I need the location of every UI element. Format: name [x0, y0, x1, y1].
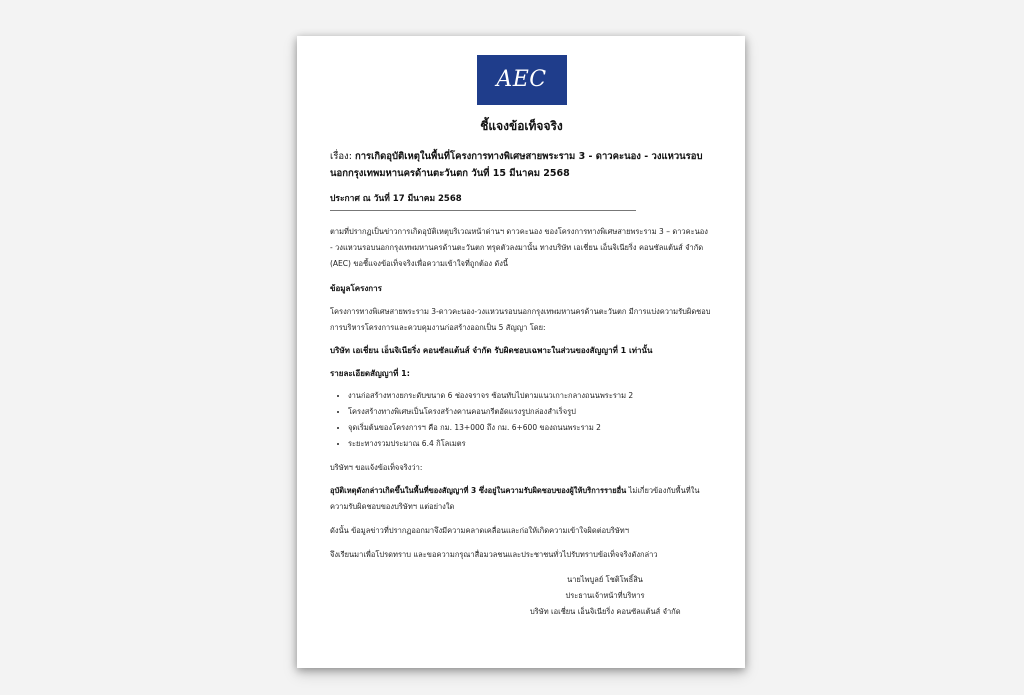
conclusion-paragraph: ดังนั้น ข้อมูลข่าวที่ปรากฏออกมาจึงมีความคลาดเคลื่อนและก่อให้เกิดความเข้าใจผิดต่อบริษัทฯ: [330, 526, 629, 535]
contract-details-list: [330, 388, 713, 452]
subject-label: เรื่อง:: [330, 151, 352, 162]
closing-paragraph: จึงเรียนมาเพื่อโปรดทราบ และขอความกรุณาสื่อมวลชนและประชาชนทั่วไปรับทราบข้อเท็จจริงดังกล่าว: [330, 550, 658, 559]
document-page: [297, 36, 745, 668]
announce-date: ประกาศ ณ วันที่ 17 มีนาคม 2568: [330, 194, 462, 204]
list-item: • งานก่อสร้างทางยกระดับขนาด 6 ช่องจราจร ซ้อนทับไปตามแนวเกาะกลางถนนพระราม 2: [348, 388, 713, 404]
clarify-intro: บริษัทฯ ขอแจ้งข้อเท็จจริงว่า:: [330, 463, 423, 472]
logo-container: [330, 55, 713, 105]
contract-heading: รายละเอียดสัญญาที่ 1:: [330, 369, 410, 378]
document-title: ชี้แจงข้อเท็จจริง: [480, 119, 563, 133]
list-item: • โครงสร้างทางพิเศษเป็นโครงสร้างคานคอนกรีตอัดแรงรูปกล่องสำเร็จรูป: [348, 404, 713, 420]
signer-position: ประธานเจ้าหน้าที่บริหาร: [565, 591, 645, 600]
company-scope: บริษัท เอเชี่ยน เอ็นจิเนียริ่ง คอนซัลแต้นส์ จำกัด รับผิดชอบเฉพาะในส่วนของสัญญาที่ 1 เท่านั้น: [330, 346, 653, 355]
project-heading: ข้อมูลโครงการ: [330, 284, 382, 293]
subject-topic: การเกิดอุบัติเหตุในพื้นที่โครงการทางพิเศษสายพระราม 3 - ดาวคะนอง - วงแหวนรอบนอกกรุงเทพมหานครด้านตะวันตก วันที่ 15 มีนาคม 2568: [330, 151, 703, 179]
clarify-paragraph: [330, 483, 713, 515]
intro-paragraph: ตามที่ปรากฏเป็นข่าวการเกิดอุบัติเหตุบริเวณหน้าด่านฯ ดาวคะนอง ของโครงการทางพิเศษสายพระราม 3 – ดาวคะนอง - วงแหวนรอบนอกกรุงเทพมหานครด้านตะวันตก ทรุดตัวลงมานั้น ทางบริษัท เอเชี่ยน เอ็นจิเนียริ่ง คอนซัลแต้นส์ จำกัด (AEC) ขอชี้แจงข้อเท็จจริงเพื่อความเข้าใจที่ถูกต้อง ดังนี้: [330, 227, 708, 268]
list-item: • จุดเริ่มต้นของโครงการฯ คือ กม. 13+000 ถึง กม. 6+600 ของถนนพระราม 2: [348, 420, 713, 436]
clarify-rest: ไม่เกี่ยวข้องกับพื้นที่ในความรับผิดชอบของบริษัทฯ แต่อย่างใด: [330, 486, 700, 511]
aec-logo: AEC: [477, 55, 567, 105]
signature-block: [530, 572, 680, 620]
signer-name: นายไพบูลย์ โชติโพธิ์สิน: [567, 575, 643, 584]
clarify-bold: อุบัติเหตุดังกล่าวเกิดขึ้นในพื้นที่ของสัญญาที่ 3 ซึ่งอยู่ในความรับผิดชอบของผู้ให้บริการรายอื่น: [330, 486, 627, 495]
signer-company: บริษัท เอเชี่ยน เอ็นจิเนียริ่ง คอนซัลแต้นส์ จำกัด: [530, 607, 681, 616]
divider: [330, 210, 636, 211]
subject-line: [330, 148, 713, 182]
list-item: • ระยะทางรวมประมาณ 6.4 กิโลเมตร: [348, 436, 713, 452]
project-paragraph: โครงการทางพิเศษสายพระราม 3-ดาวคะนอง-วงแหวนรอบนอกกรุงเทพมหานครด้านตะวันตก มีการแบ่งความรับผิดชอบการบริหารโครงการและควบคุมงานก่อสร้างออกเป็น 5 สัญญา โดย:: [330, 307, 711, 332]
